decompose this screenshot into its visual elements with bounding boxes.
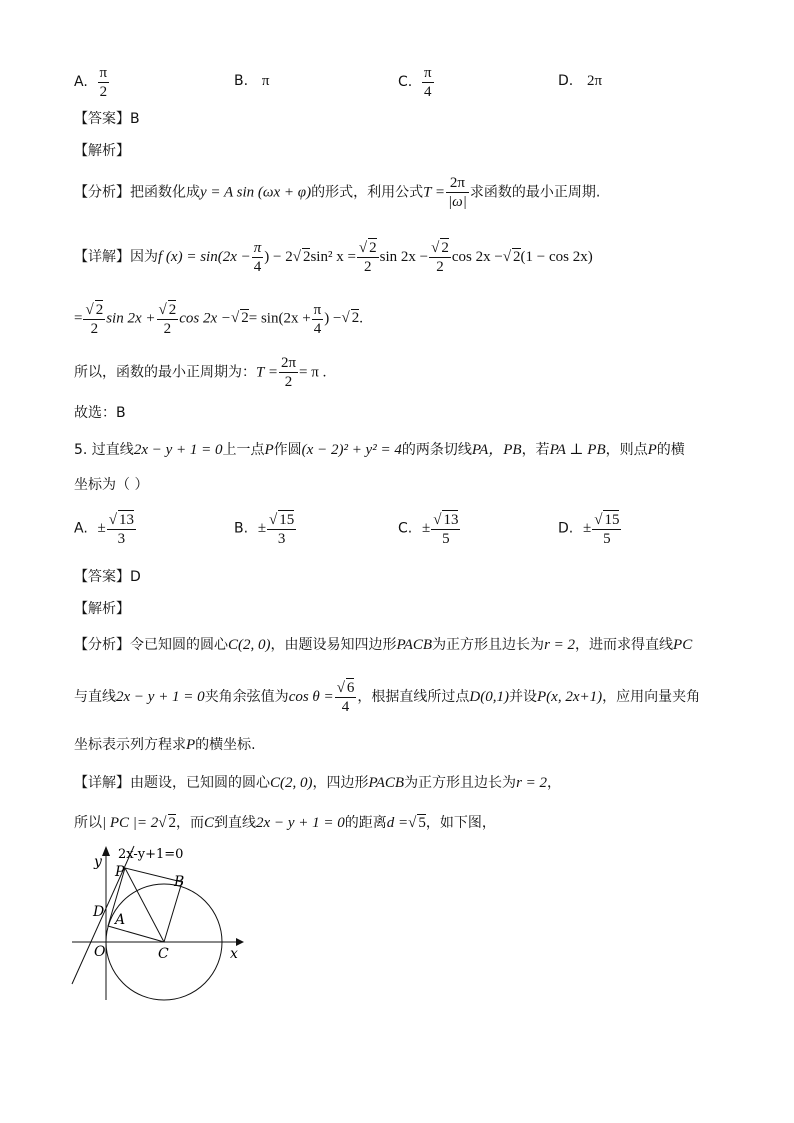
y-axis-arrow <box>102 846 110 856</box>
q5-stem-line2: 坐标为（ ） <box>74 477 149 493</box>
q5-option-c: C. ± $\frac{√ 13}{5}$ <box>398 512 459 547</box>
q5-jiexi-tag: 【解析】 <box>74 601 130 617</box>
label-y: y <box>94 854 102 870</box>
geometry-figure <box>64 838 254 1008</box>
q5-fenxi-line3: 坐标表示列方程求P的横坐标. <box>74 737 256 753</box>
q5-stem-line1: 5. 过直线2x − y + 1 = 0上一点P作圆(x − 2)² + y² = 4的两条切线PA，PB，若PA ⊥ PB，则点P的横 <box>74 442 685 458</box>
q4-option-a: A. $\frac{\pi}{2}$ <box>74 65 108 100</box>
label-x: x <box>230 946 238 962</box>
q4-option-b: B. π <box>234 73 270 89</box>
q4-xiangjie-line2: = $\frac{√ 2}{2}$ sin 2x + $\frac{√ 2}{2}$ cos 2x −√ 2= sin(2x + $\frac{\pi}{4}$ ) −√ 2. <box>74 301 363 337</box>
q4-period: 所以，函数的最小正周期为：T = $\frac{2\pi}{2}$ = π . <box>74 355 327 390</box>
q5-option-d: D. ± $\frac{√ 15}{5}$ <box>558 512 620 547</box>
label-b: B <box>174 874 185 890</box>
q4-option-d: D. 2π <box>558 73 603 89</box>
label-a: A <box>115 912 126 928</box>
label-o: O <box>94 944 106 960</box>
q4-option-c: C. $\frac{\pi}{4}$ <box>398 65 432 100</box>
segment-pc <box>125 868 164 942</box>
q4-answer: 【答案】B <box>74 111 140 127</box>
label-c: C <box>158 946 169 962</box>
q5-option-a: A. ± $\frac{√ 13}{3}$ <box>74 512 134 547</box>
label-p: P <box>115 864 125 880</box>
q5-xiangjie-line2: 所以| PC |= 2√ 2，而C到直线2x − y + 1 = 0的距离d =√ 5，如下图， <box>74 815 496 831</box>
q4-jiexi-tag: 【解析】 <box>74 143 130 159</box>
q5-fenxi-line2: 与直线2x − y + 1 = 0夹角余弦值为cos θ = $\frac{√ 6}{4}$ ，根据直线所过点D(0,1)并设P(x, 2x+1)，应用向量夹角 <box>74 680 701 715</box>
q5-option-b: B. ± $\frac{√ 15}{3}$ <box>234 512 295 547</box>
x-axis-arrow <box>236 938 244 946</box>
q5-answer: 【答案】D <box>74 569 141 585</box>
q4-guxuan: 故选：B <box>74 405 126 421</box>
q5-fenxi-line1: 【分析】令已知圆的圆心C(2, 0)，由题设易知四边形PACB为正方形且边长为r = 2，进而求得直线PC <box>74 637 693 653</box>
q4-fenxi: 【分析】把函数化成y = A sin (ωx + φ)的形式，利用公式T = $\frac{2\pi}{|\omega|}$ 求函数的最小正周期. <box>74 175 601 210</box>
label-line: 2x-y+1=0 <box>118 847 184 862</box>
q4-xiangjie-line1: 【详解】因为f (x) = sin(2x − $\frac{\pi}{4}$ ) − 2√ 2sin² x = $\frac{√ 2}{2}$ sin 2x − $\frac{√ 2}{2}$ cos 2x −√ 2(1 − cos 2x) <box>74 239 593 275</box>
label-d: D <box>93 904 105 920</box>
q5-xiangjie-line1: 【详解】由题设，已知圆的圆心C(2, 0)，四边形PACB为正方形且边长为r = 2， <box>74 775 562 791</box>
